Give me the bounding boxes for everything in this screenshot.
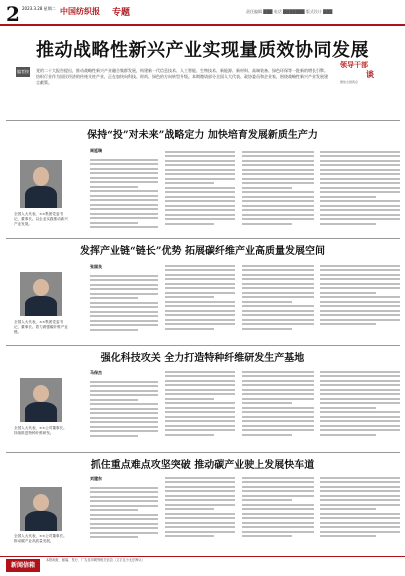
- newspaper-name: 中国纺织报: [60, 6, 100, 16]
- section-2-column-2: [165, 262, 235, 342]
- section-4-photo: [20, 487, 62, 531]
- section-3-column-4: [320, 368, 400, 448]
- section-1-column-2: [165, 148, 235, 236]
- section-4-column-2: [165, 474, 235, 552]
- section-4-title: 抓住重点难点攻坚突破 推动碳产业驶上发展快车道: [90, 460, 315, 471]
- section-2-author: 张国良: [90, 264, 102, 269]
- section-4-caption: 全国人大代表、××公司董事长。推动碳产业高质量发展。: [14, 534, 67, 543]
- main-headline: 推动战略性新兴产业实现量质效协同发展: [36, 40, 369, 61]
- badge-line-3: 聚焦全国两会: [340, 80, 359, 84]
- section-3-column-2: [165, 368, 235, 448]
- divider: [6, 120, 400, 121]
- section-1-photo: [20, 160, 62, 208]
- section-1-column-1: [90, 156, 158, 236]
- divider: [6, 238, 400, 239]
- section-3-photo: [20, 378, 62, 422]
- footer-text: 本报地址、邮编、发行、广告及印刷等相关信息（文字过小无法辨认）: [46, 558, 145, 562]
- section-2-photo: [20, 272, 62, 316]
- section-4-column-1: [90, 484, 158, 552]
- editor-note-tag: 编者按: [16, 67, 30, 77]
- section-2-caption: 全国人大代表、××集团党委书记、董事长。着力做强碳纤维产业链。: [14, 320, 68, 334]
- section-4-author: 刘建东: [90, 476, 102, 481]
- section-3-caption: 全国人大代表、××公司董事长。持续推进特种纤维研发。: [14, 426, 67, 435]
- section-4-column-3: [242, 474, 314, 552]
- editor-note-text: 党的二十大报告提出，推动战略性新兴产业融合集群发展，构建新一代信息技术、人工智能、生物技术、新能源、新材料、高端装备、绿色环保等一批新的增长引擎。纺织行业作为国民经济的传统支柱产业，正在加快向科技、时尚、绿色的方向转型升级。本期邀请部分全国人大代表、政协委员和企业家，围绕战略性新兴产业发展建言献策。: [36, 68, 328, 85]
- issue-date: 2023.3.28 星期二: [22, 6, 56, 11]
- section-label: 专题: [112, 8, 131, 18]
- divider: [6, 452, 400, 453]
- badge-line-1: 领导干部: [340, 61, 368, 69]
- section-1-author: 周延瑞: [90, 148, 102, 153]
- section-3-author: 马保杰: [90, 370, 102, 375]
- section-1-title: 保持“投”对未来”战略定力 加快培育发展新质生产力: [87, 130, 318, 141]
- section-4-column-4: [320, 474, 400, 552]
- section-3-title: 强化科技攻关 全力打造特种纤维研发生产基地: [100, 353, 305, 364]
- section-1-column-4: [320, 148, 400, 236]
- section-2-title: 发挥产业链“链长”优势 拓展碳纤维产业高质量发展空间: [80, 246, 325, 257]
- badge-line-2: 谈: [366, 70, 374, 79]
- section-2-column-3: [242, 262, 314, 342]
- footer-box: 新闻信箱: [6, 559, 40, 572]
- section-3-column-3: [242, 368, 314, 448]
- column-badge: [340, 60, 400, 96]
- section-2-column-1: [90, 272, 158, 342]
- section-2-column-4: [320, 262, 400, 342]
- section-1-caption: 全国人大代表、××集团党委书记、董事长。以企业实践推动新兴产业发展。: [14, 212, 68, 226]
- page-number: 2: [6, 2, 20, 26]
- editor-meta: 责任编辑 ███ 电话 ███████ 版式设计 ███: [246, 9, 333, 14]
- divider: [6, 345, 400, 346]
- section-1-column-3: [242, 148, 314, 236]
- section-3-column-1: [90, 378, 158, 448]
